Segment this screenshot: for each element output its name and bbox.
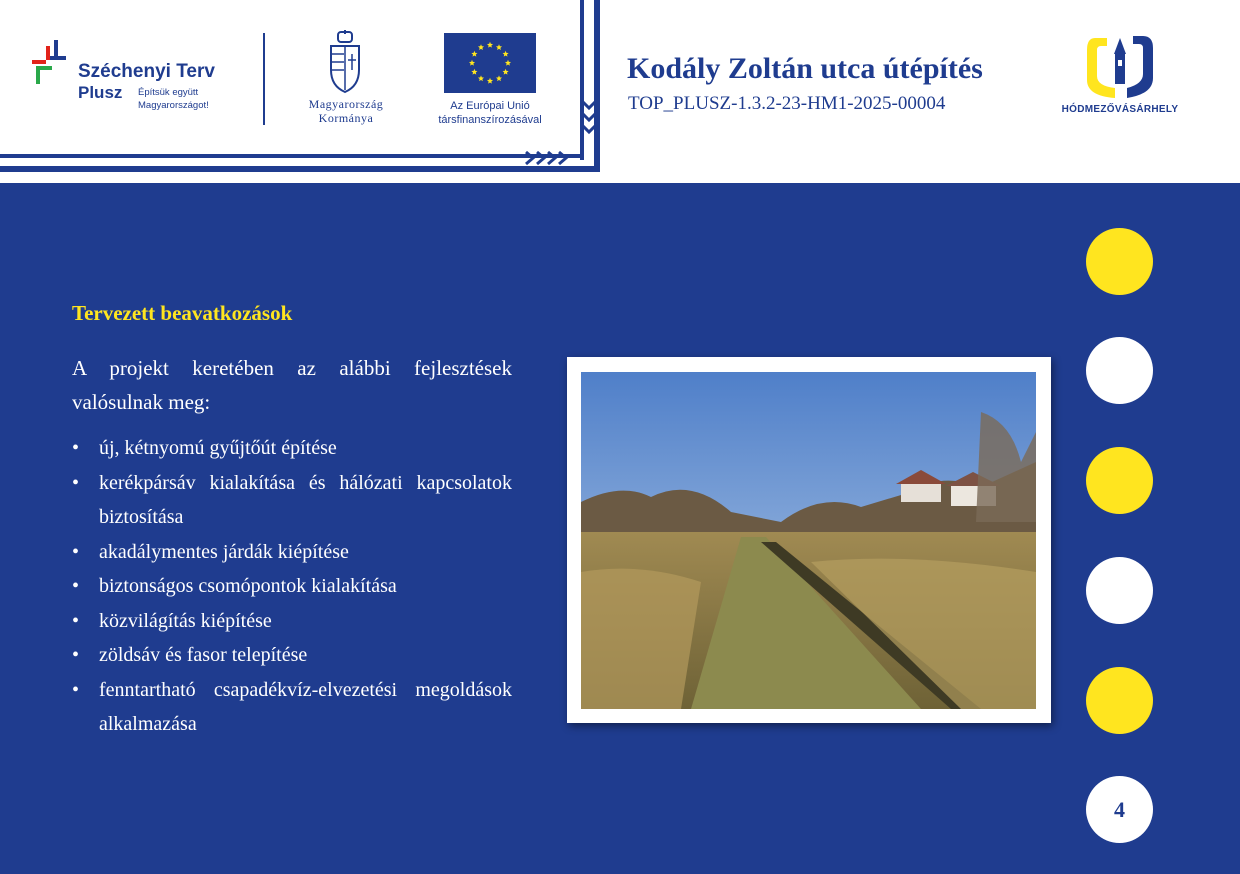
list-item: • közvilágítás kiépítése xyxy=(72,604,512,639)
list-item: • akadálymentes járdák kiépítése xyxy=(72,535,512,570)
page-number: 4 xyxy=(1086,776,1153,843)
panel-edge-horizontal xyxy=(0,154,580,158)
project-code: TOP_PLUSZ-1.3.2-23-HM1-2025-00004 xyxy=(628,93,946,114)
szechenyi-plus: Plusz xyxy=(78,83,123,102)
list-item: • kerékpársáv kialakítása és hálózati kapcsolatok biztosítása xyxy=(72,466,512,535)
list-item: • biztonságos csomópontok kialakítása xyxy=(72,569,512,604)
szechenyi-slogan: Építsük együtt Magyarországot! xyxy=(138,87,209,111)
eu-flag-icon xyxy=(444,33,536,93)
logo-divider xyxy=(263,33,265,125)
chevron-right-icon xyxy=(524,150,570,166)
eu-text: Az Európai Unió társfinanszírozásával xyxy=(438,100,542,126)
hungarian-crest-icon xyxy=(328,30,362,94)
decor-circle-white xyxy=(1086,337,1153,404)
list-item: • zöldsáv és fasor telepítése xyxy=(72,638,512,673)
szechenyi-cross-icon xyxy=(30,38,70,86)
decor-circle-yellow xyxy=(1086,228,1153,295)
hodmezovasarhely-logo-icon xyxy=(1085,30,1155,102)
decor-circle-white xyxy=(1086,557,1153,624)
intro-text: A projekt keretében az alábbi fejlesztések valósulnak meg: xyxy=(72,356,512,414)
site-photo xyxy=(581,372,1036,709)
government-text: Magyarország Kormánya xyxy=(308,97,384,125)
project-title: Kodály Zoltán utca útépítés xyxy=(627,52,983,85)
photo-frame xyxy=(567,357,1051,723)
list-item: • fenntartható csapadékvíz-elvezetési megoldások alkalmazása xyxy=(72,673,512,742)
decor-circle-yellow xyxy=(1086,667,1153,734)
intervention-list xyxy=(72,431,512,742)
szechenyi-title: Széchenyi Terv xyxy=(78,61,215,82)
list-item: • új, kétnyomú gyűjtőút építése xyxy=(72,431,512,466)
section-heading: Tervezett beavatkozások xyxy=(72,301,293,325)
szechenyi-logo xyxy=(30,38,240,128)
decor-circle-yellow xyxy=(1086,447,1153,514)
chevron-down-icon xyxy=(582,100,596,140)
header xyxy=(0,0,1240,183)
city-name: HÓDMEZŐVÁSÁRHELY xyxy=(1061,104,1179,115)
